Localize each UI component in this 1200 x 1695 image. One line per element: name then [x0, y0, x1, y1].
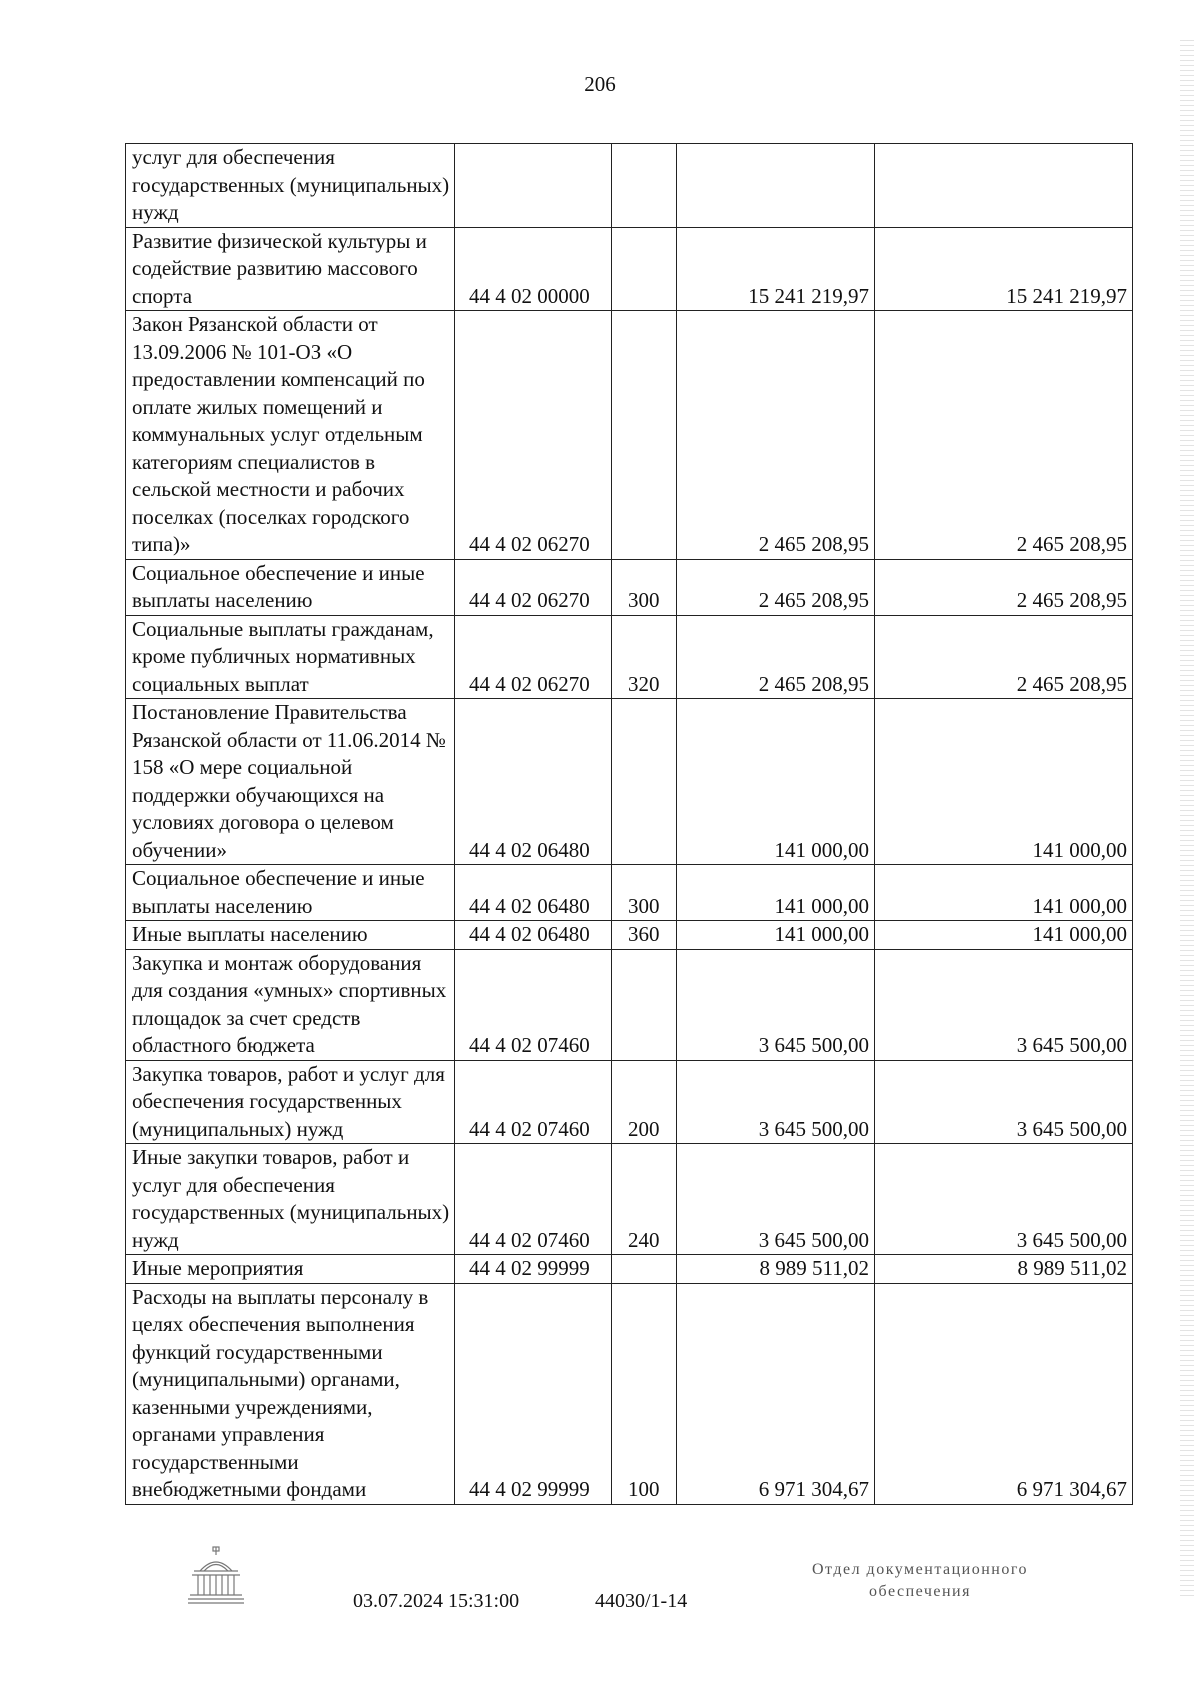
row-value1-cell: [677, 144, 875, 228]
row-name-cell: Иные закупки товаров, работ и услуг для обеспечения государственных (муниципальных) нужд: [126, 1144, 455, 1255]
row-code-cell: 44 4 02 99999: [455, 1283, 612, 1504]
row-value1-cell: 2 465 208,95: [677, 615, 875, 699]
row-name-cell: Расходы на выплаты персоналу в целях обеспечения выполнения функций государственными (муниципальными) органами, казенными учреждениями, органами управления государственными внебюджетными фондами: [126, 1283, 455, 1504]
row-value2-cell: 8 989 511,02: [875, 1255, 1133, 1284]
row-value1-cell: 141 000,00: [677, 699, 875, 865]
scan-edge-artifact: [1180, 40, 1194, 1600]
row-value1-cell: 141 000,00: [677, 921, 875, 950]
row-value2-cell: 3 645 500,00: [875, 1060, 1133, 1144]
table-row: [126, 921, 1133, 950]
table-row: [126, 949, 1133, 1060]
table-row: [126, 144, 1133, 228]
row-type-cell: [612, 699, 677, 865]
row-value1-cell: 8 989 511,02: [677, 1255, 875, 1284]
footer-datetime: 03.07.2024 15:31:00: [353, 1590, 520, 1612]
row-value2-cell: 2 465 208,95: [875, 615, 1133, 699]
row-value2-cell: 15 241 219,97: [875, 227, 1133, 311]
regional-duma-building-icon: [186, 1545, 246, 1607]
row-value2-cell: 141 000,00: [875, 921, 1133, 950]
row-code-cell: 44 4 02 07460: [455, 1060, 612, 1144]
row-code-cell: 44 4 02 06270: [455, 559, 612, 615]
row-code-cell: 44 4 02 99999: [455, 1255, 612, 1284]
row-code-cell: 44 4 02 06480: [455, 865, 612, 921]
row-code-cell: 44 4 02 06480: [455, 699, 612, 865]
row-name-cell: Социальное обеспечение и иные выплаты населению: [126, 865, 455, 921]
row-value1-cell: 3 645 500,00: [677, 1060, 875, 1144]
row-name-cell: Закупка и монтаж оборудования для создания «умных» спортивных площадок за счет средств областного бюджета: [126, 949, 455, 1060]
row-type-cell: 100: [612, 1283, 677, 1504]
page-number: 206: [584, 72, 616, 96]
table-row: [126, 1255, 1133, 1284]
row-code-cell: 44 4 02 06270: [455, 311, 612, 560]
row-name-cell: Постановление Правительства Рязанской области от 11.06.2014 № 158 «О мере социальной поддержки обучающихся на условиях договора о целевом обучении»: [126, 699, 455, 865]
row-value2-cell: 3 645 500,00: [875, 949, 1133, 1060]
row-type-cell: [612, 227, 677, 311]
row-name-cell: Развитие физической культуры и содействие развитию массового спорта: [126, 227, 455, 311]
row-type-cell: 300: [612, 559, 677, 615]
table-row: [126, 227, 1133, 311]
row-code-cell: 44 4 02 06480: [455, 921, 612, 950]
row-type-cell: 240: [612, 1144, 677, 1255]
table-row: [126, 865, 1133, 921]
table-row: [126, 559, 1133, 615]
row-name-cell: Социальные выплаты гражданам, кроме публичных нормативных социальных выплат: [126, 615, 455, 699]
row-code-cell: 44 4 02 06270: [455, 615, 612, 699]
row-type-cell: [612, 949, 677, 1060]
table-row: [126, 311, 1133, 560]
row-name-cell: услуг для обеспечения государственных (муниципальных) нужд: [126, 144, 455, 228]
row-value1-cell: 2 465 208,95: [677, 559, 875, 615]
row-name-cell: Закон Рязанской области от 13.09.2006 № 101-ОЗ «О предоставлении компенсаций по оплате жилых помещений и коммунальных услуг отдельным категориям специалистов в сельской местности и рабочих поселках (поселках городского типа)»: [126, 311, 455, 560]
row-value2-cell: [875, 144, 1133, 228]
budget-table: [125, 143, 1133, 1505]
row-value2-cell: 2 465 208,95: [875, 559, 1133, 615]
footer-registration-number: 44030/1-14: [595, 1590, 688, 1612]
row-value1-cell: 15 241 219,97: [677, 227, 875, 311]
row-type-cell: 300: [612, 865, 677, 921]
row-value1-cell: 141 000,00: [677, 865, 875, 921]
table-row: [126, 1144, 1133, 1255]
table-row: [126, 615, 1133, 699]
row-type-cell: [612, 1255, 677, 1284]
row-code-cell: [455, 144, 612, 228]
row-value2-cell: 6 971 304,67: [875, 1283, 1133, 1504]
row-value1-cell: 2 465 208,95: [677, 311, 875, 560]
row-name-cell: Социальное обеспечение и иные выплаты населению: [126, 559, 455, 615]
row-value2-cell: 141 000,00: [875, 699, 1133, 865]
row-value2-cell: 2 465 208,95: [875, 311, 1133, 560]
table-row: [126, 699, 1133, 865]
row-type-cell: [612, 311, 677, 560]
stamp-line-2: обеспечения: [869, 1583, 971, 1600]
stamp-line-1: Отдел документационного: [811, 1561, 1029, 1578]
row-code-cell: 44 4 02 00000: [455, 227, 612, 311]
row-value2-cell: 141 000,00: [875, 865, 1133, 921]
row-value2-cell: 3 645 500,00: [875, 1144, 1133, 1255]
table-row: [126, 1060, 1133, 1144]
row-type-cell: 200: [612, 1060, 677, 1144]
row-type-cell: [612, 144, 677, 228]
row-name-cell: Иные выплаты населению: [126, 921, 455, 950]
row-code-cell: 44 4 02 07460: [455, 1144, 612, 1255]
row-value1-cell: 6 971 304,67: [677, 1283, 875, 1504]
department-stamp: [770, 1559, 1070, 1603]
row-value1-cell: 3 645 500,00: [677, 949, 875, 1060]
row-name-cell: Закупка товаров, работ и услуг для обеспечения государственных (муниципальных) нужд: [126, 1060, 455, 1144]
row-code-cell: 44 4 02 07460: [455, 949, 612, 1060]
row-name-cell: Иные мероприятия: [126, 1255, 455, 1284]
row-value1-cell: 3 645 500,00: [677, 1144, 875, 1255]
row-type-cell: 360: [612, 921, 677, 950]
table-row: [126, 1283, 1133, 1504]
row-type-cell: 320: [612, 615, 677, 699]
